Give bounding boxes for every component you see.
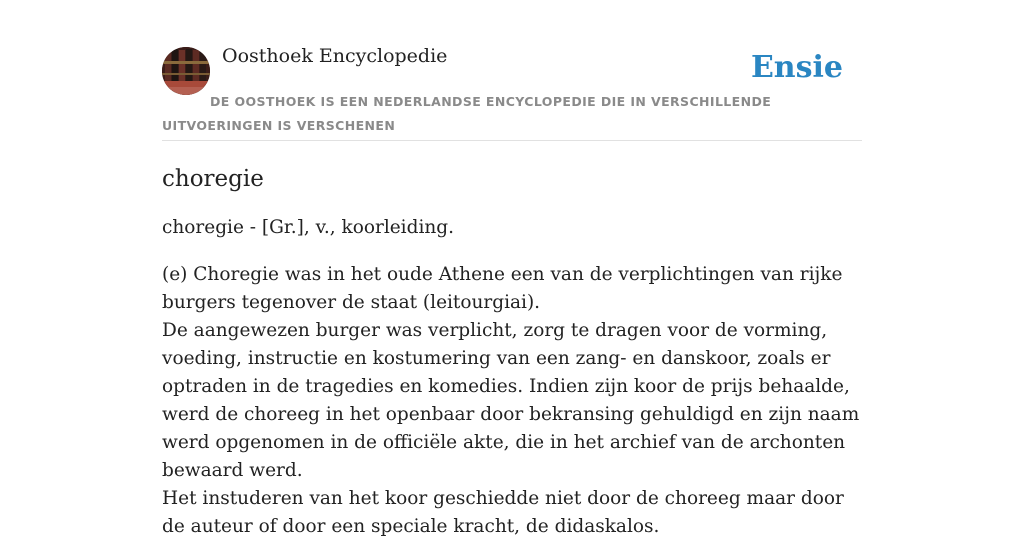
article-lead: choregie - [Gr.], v., koorleiding. xyxy=(162,217,454,238)
article-paragraph: (e) Choregie was in het oude Athene een van de verplichtingen van rijke burgers tegenover de staat (leitourgiai). xyxy=(162,264,843,313)
book-spines-icon xyxy=(162,47,210,95)
article xyxy=(162,160,862,541)
page xyxy=(162,0,862,537)
article-paragraph: De aangewezen burger was verplicht, zorg te dragen voor de vorming, voeding, instructie en kostumering van een zang- en danskoor, zoals er optraden in de tragedies en komedies. Indien zijn koor de prijs behaalde, werd de choreeg in het openbaar door bekransing gehuldigd en zijn naam werd opgenomen in de officiële akte, die in het archief van de archonten bewaard werd. xyxy=(162,320,860,481)
site-header xyxy=(162,0,862,141)
article-title: choregie xyxy=(162,166,264,192)
article-paragraph: Het instuderen van het koor geschiedde niet door de choreeg maar door de auteur of door een speciale kracht, de didaskalos. xyxy=(162,488,844,537)
article-body xyxy=(162,261,862,541)
ensie-logo-link[interactable]: Ensie xyxy=(750,50,843,85)
site-name[interactable]: Oosthoek Encyclopedie xyxy=(222,45,448,67)
site-tagline: DE OOSTHOEK IS EEN NEDERLANDSE ENCYCLOPEDIE DIE IN VERSCHILLENDE UITVOERINGEN IS VERSCHENEN xyxy=(162,94,772,133)
site-avatar[interactable] xyxy=(162,47,210,95)
